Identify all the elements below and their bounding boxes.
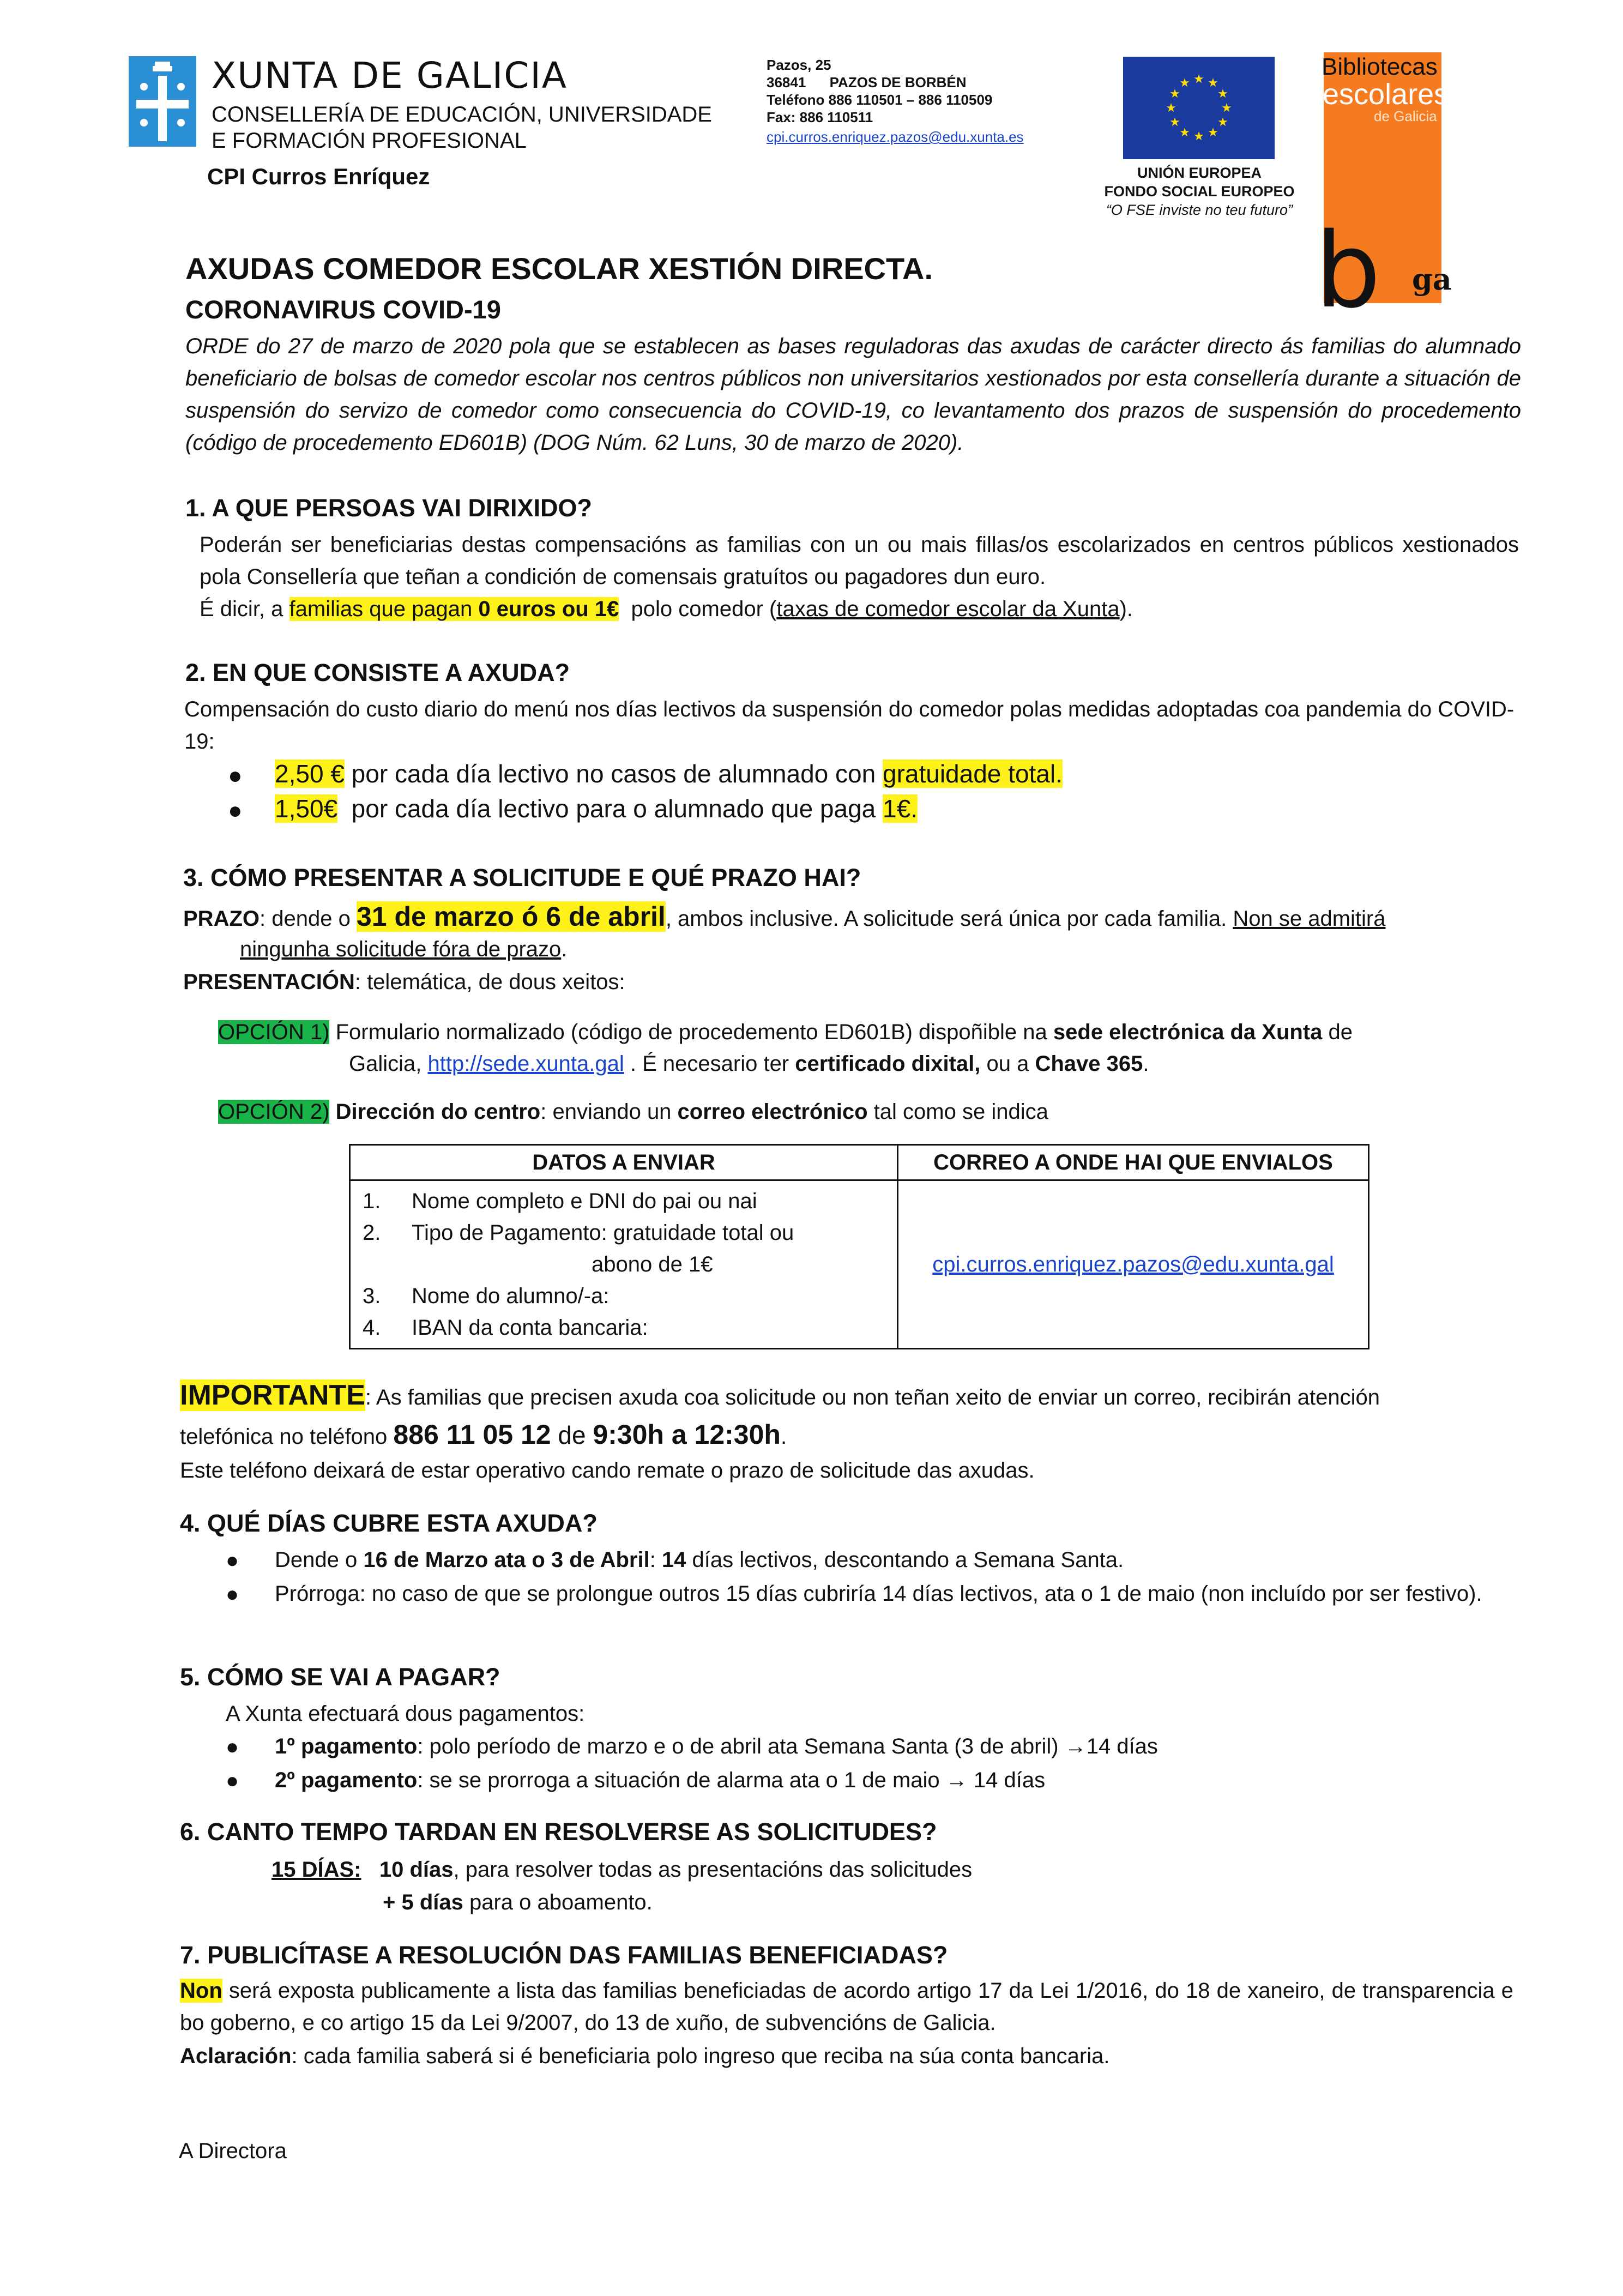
section1-heading: 1. A QUE PERSOAS VAI DIRIXIDO?	[185, 494, 592, 522]
list-item	[363, 1280, 897, 1312]
op1-text-d: Galicia,	[349, 1052, 428, 1076]
prazo-line2	[240, 933, 567, 966]
section5-bullet1	[275, 1731, 1158, 1762]
item-text: Nome completo e DNI do pai ou nai	[412, 1189, 757, 1213]
school-name: CPI Curros Enríquez	[207, 164, 430, 189]
s4-text-a: Dende o	[275, 1548, 364, 1572]
table-header-datos: DATOS A ENVIAR	[350, 1145, 898, 1180]
list-item	[363, 1312, 897, 1343]
section4-bullet1	[275, 1544, 1124, 1576]
s2-b2-text: por cada día lectivo para o alumnado que paga	[337, 794, 883, 823]
conselleria-line1: CONSELLERÍA DE EDUCACIÓN, UNIVERSIDADE	[212, 103, 712, 126]
prazo-text-a: : dende o	[260, 907, 357, 931]
table-header-row	[350, 1145, 1369, 1180]
s1-hl-bold: 0 euros ou 1€	[478, 597, 619, 621]
s4-dates: 16 de Marzo ata o 3 de Abril	[363, 1548, 650, 1572]
s1-text-b: polo comedor (	[619, 597, 777, 621]
importante-text-b: telefónica no teléfono	[180, 1425, 394, 1449]
s6-pay-days: + 5 días	[383, 1890, 463, 1914]
op1-certificado: certificado dixital,	[795, 1052, 981, 1076]
section5-intro: A Xunta efectuará dous pagamentos:	[226, 1702, 585, 1726]
s7-body: será exposta publicamente a lista das familias beneficiadas de acordo artigo 17 da Lei 1/2016, do 18 de xaneiro, de transparencia e bo goberno, e co artigo 15 da Lei 9/2007, do 13 de xuño, de subvencións de Galicia.	[180, 1979, 1513, 2035]
svg-text:★: ★	[1193, 73, 1204, 86]
s6-resolve-days: 10 días	[379, 1858, 454, 1882]
item-number: 2.	[363, 1221, 381, 1245]
importante-line2	[180, 1419, 787, 1453]
importante-line3: Este teléfono deixará de estar operativo cando remate o prazo de solicitude das axudas.	[180, 1459, 1035, 1483]
address-line1: Pazos, 25	[767, 57, 831, 73]
section3-heading: 3. CÓMO PRESENTAR A SOLICITUDE E QUÉ PRAZO HAI?	[183, 864, 861, 891]
s5-payment1-label: 1º pagamento	[275, 1734, 418, 1758]
section5-bullet2	[275, 1764, 1045, 1796]
s1-hl-pre: familias que pagan	[289, 597, 479, 621]
svg-text:★: ★	[1166, 101, 1176, 115]
svg-text:★: ★	[1217, 116, 1228, 129]
list-item	[363, 1217, 897, 1249]
s4-text-e: días lectivos, descontando a Semana Santa.	[686, 1548, 1124, 1572]
svg-text:★: ★	[1217, 87, 1228, 101]
s5-payment2-text: : se se prorroga a situación de alarma ata o 1 de maio → 14 días	[417, 1768, 1046, 1792]
xunta-logo	[129, 56, 196, 147]
page-title: AXUDAS COMEDOR ESCOLAR XESTIÓN DIRECTA.	[185, 251, 933, 286]
s1-underlined: taxas de comedor escolar da Xunta	[776, 597, 1120, 621]
svg-text:★: ★	[1221, 101, 1232, 115]
orde-paragraph: ORDE do 27 de marzo de 2020 pola que se establecen as bases reguladoras das axudas de carácter directo ás familias do alumnado beneficiario de bolsas de comedor escolar nos centros públicos non universitarios xestionados por esta consellería durante a situación de suspensión do servizo de comedor como consecuencia do COVID-19, co levantamento dos prazos de suspensión do procedemento (código de procedemento ED601B) (DOG Núm. 62 Luns, 30 de marzo de 2020).	[185, 334, 1521, 455]
conselleria-line2: E FORMACIÓN PROFESIONAL	[212, 129, 527, 153]
bullet-dot: ●	[228, 797, 243, 824]
item-number: 1.	[363, 1189, 381, 1213]
page-subtitle: CORONAVIRUS COVID-19	[185, 295, 501, 324]
importante-text-a: : As familias que precisen axuda coa solicitude ou non teñan xeito de enviar un correo, recibirán atención	[365, 1385, 1380, 1409]
op1-chave: Chave 365	[1035, 1052, 1143, 1076]
s5-payment2-label: 2º pagamento	[275, 1768, 418, 1792]
importante-phone: 886 11 05 12	[393, 1419, 551, 1450]
op2-text-b: : enviando un	[540, 1100, 678, 1124]
centre-email-link[interactable]: cpi.curros.enriquez.pazos@edu.xunta.gal	[932, 1252, 1334, 1276]
item-number: 3.	[363, 1284, 381, 1308]
table-header-correo: CORREO A ONDE HAI QUE ENVIALOS	[898, 1145, 1369, 1180]
s4-days: 14	[661, 1548, 686, 1572]
s6-days-label: 15 DÍAS:	[271, 1858, 361, 1882]
s1-text-c: ).	[1119, 597, 1133, 621]
section4-bullet2: Prórroga: no caso de que se prolongue outros 15 días cubriría 14 días lectivos, ata o 1 de maio (non incluído por ser festivo).	[275, 1582, 1482, 1606]
s2-amount1: 2,50 €	[275, 760, 345, 788]
s1-highlight	[289, 597, 619, 621]
s2-amount2: 1,50€	[275, 794, 338, 823]
prazo-text-b: , ambos inclusive. A solicitude será única por cada familia.	[665, 907, 1233, 931]
op1-sede: sede electrónica da Xunta	[1053, 1020, 1323, 1044]
item-text: Nome do alumno/-a:	[412, 1284, 610, 1308]
item-number	[363, 1249, 412, 1280]
s6-pay-text: para o aboamento.	[463, 1890, 653, 1914]
svg-text:★: ★	[1169, 87, 1180, 101]
s2-b1-highlight: gratuidade total.	[882, 760, 1063, 788]
bullet-dot: ●	[226, 1769, 239, 1793]
section7-aclaracion	[180, 2040, 1109, 2072]
signature: A Directora	[179, 2139, 287, 2163]
option1-line2	[349, 1048, 1149, 1080]
op1-text-a: Formulario normalizado (código de procedemento ED601B) dispoñible na	[329, 1020, 1053, 1044]
section1-text: Poderán ser beneficiarias destas compensacións as familias con un ou mais fillas/os escolarizados en centros públicos xestionados pola Consellería que teñan a condición de comensais gratuítos ou pagadores dun euro.	[200, 533, 1519, 589]
presentacion-label: PRESENTACIÓN	[183, 970, 355, 994]
option2-line	[218, 1096, 1048, 1128]
prazo-line	[183, 901, 1385, 935]
op1-text-i: .	[1143, 1052, 1149, 1076]
s7-non-highlight: Non	[180, 1979, 222, 2003]
section4-heading: 4. QUÉ DÍAS CUBRE ESTA AXUDA?	[180, 1509, 598, 1537]
item-number: 4.	[363, 1316, 381, 1340]
datos-list	[350, 1180, 898, 1349]
address-fax: Fax: 886 110511	[767, 109, 873, 125]
eu-fund: FONDO SOCIAL EUROPEO	[1104, 183, 1295, 200]
table-email-cell	[898, 1180, 1369, 1349]
s5-payment1-text: : polo período de marzo e o de abril ata Semana Santa (3 de abril) →14 días	[417, 1734, 1158, 1758]
op1-text-e: . É necesario ter	[624, 1052, 795, 1076]
eu-motto: “O FSE inviste no teu futuro”	[1106, 202, 1293, 218]
op1-text-c: de	[1322, 1020, 1353, 1044]
s1-text-a: É dicir, a	[200, 597, 289, 621]
svg-text:★: ★	[1169, 116, 1180, 129]
escolares-text: escolares	[1323, 78, 1449, 111]
op2-text-d: tal como se indica	[867, 1100, 1048, 1124]
table-row	[350, 1180, 1369, 1349]
section5-heading: 5. CÓMO SE VAI A PAGAR?	[180, 1663, 500, 1691]
op1-text-g: ou a	[980, 1052, 1035, 1076]
item-text: Tipo de Pagamento: gratuidade total ou	[412, 1221, 794, 1245]
bibliotecas-ga-mark: ga	[1412, 262, 1452, 297]
s7-aclaracion-text: : cada familia saberá si é beneficiaria polo ingreso que reciba na súa conta bancaria.	[291, 2044, 1110, 2068]
op2-correo: correo electrónico	[677, 1100, 868, 1124]
svg-text:★: ★	[1179, 126, 1190, 140]
importante-time: 9:30h a 12:30h	[593, 1419, 781, 1450]
section2-bullet1	[275, 759, 1063, 788]
prazo-underlined2: ningunha solicitude fóra de prazo	[240, 937, 562, 961]
option1-line1	[218, 1016, 1353, 1048]
xunta-title: XUNTA DE GALICIA	[212, 55, 568, 97]
s4-text-c: :	[649, 1548, 662, 1572]
de-galicia-text: de Galicia	[1374, 108, 1437, 124]
bullet-dot: ●	[228, 762, 243, 789]
bullet-dot: ●	[226, 1735, 239, 1759]
svg-text:★: ★	[1208, 76, 1218, 90]
svg-text:★: ★	[1193, 130, 1204, 143]
section7-heading: 7. PUBLICÍTASE A RESOLUCIÓN DAS FAMILIAS BENEFICIADAS?	[180, 1941, 948, 1969]
prazo-dates: 31 de marzo ó 6 de abril	[356, 901, 666, 932]
s6-resolve-text: , para resolver todas as presentacións das solicitudes	[453, 1858, 973, 1882]
eu-flag	[1123, 57, 1275, 159]
s2-b1-text: por cada día lectivo no casos de alumnado con	[344, 760, 883, 788]
importante-line1	[180, 1379, 1380, 1414]
address-email-link[interactable]: cpi.curros.enriquez.pazos@edu.xunta.es	[767, 129, 1024, 145]
section2-heading: 2. EN QUE CONSISTE A AXUDA?	[185, 659, 570, 686]
option2-badge: OPCIÓN 2)	[218, 1100, 330, 1124]
list-item	[363, 1249, 897, 1280]
section6-heading: 6. CANTO TEMPO TARDAN EN RESOLVERSE AS SOLICITUDES?	[180, 1818, 937, 1846]
xunta-cross-icon	[129, 56, 196, 147]
section7-text	[180, 1975, 1513, 2039]
presentacion-line	[183, 966, 625, 998]
section1-line2	[200, 593, 1133, 625]
section6-line1	[271, 1854, 972, 1886]
prazo-end: .	[561, 937, 568, 961]
item-text: IBAN da conta bancaria:	[412, 1316, 648, 1340]
eu-union: UNIÓN EUROPEA	[1137, 165, 1262, 181]
svg-text:★: ★	[1208, 126, 1218, 140]
eu-stars-icon	[1123, 57, 1275, 159]
list-item	[363, 1185, 897, 1217]
address-phone: Teléfono 886 110501 – 886 110509	[767, 92, 993, 108]
address-line2: 36841 PAZOS DE BORBÉN	[767, 74, 967, 91]
bullet-dot: ●	[226, 1548, 239, 1572]
prazo-underlined1: Non se admitirá	[1233, 907, 1386, 931]
section2-text: Compensación do custo diario do menú nos días lectivos da suspensión do comedor polas medidas adoptadas coa pandemia do COVID-19:	[184, 697, 1515, 754]
section6-line2	[383, 1887, 653, 1919]
sede-link[interactable]: http://sede.xunta.gal	[427, 1052, 624, 1076]
s7-aclaracion-label: Aclaración	[180, 2044, 292, 2068]
section2-bullet2	[275, 794, 918, 823]
datos-table	[349, 1144, 1369, 1349]
svg-text:★: ★	[1179, 76, 1190, 90]
op2-direccion: Dirección do centro	[329, 1100, 541, 1124]
s2-b2-highlight: 1€.	[883, 794, 918, 823]
presentacion-text: : telemática, de dous xeitos:	[354, 970, 625, 994]
bullet-dot: ●	[226, 1582, 239, 1606]
importante-text-c: de	[551, 1421, 593, 1449]
item-text: abono de 1€	[592, 1252, 713, 1276]
option1-badge: OPCIÓN 1)	[218, 1020, 330, 1044]
importante-label: IMPORTANTE	[180, 1379, 365, 1411]
prazo-label: PRAZO	[183, 907, 260, 931]
bibliotecas-text: Bibliotecas	[1322, 53, 1438, 80]
bibliotecas-b-mark: b	[1315, 210, 1381, 331]
importante-text-d: .	[780, 1425, 787, 1449]
